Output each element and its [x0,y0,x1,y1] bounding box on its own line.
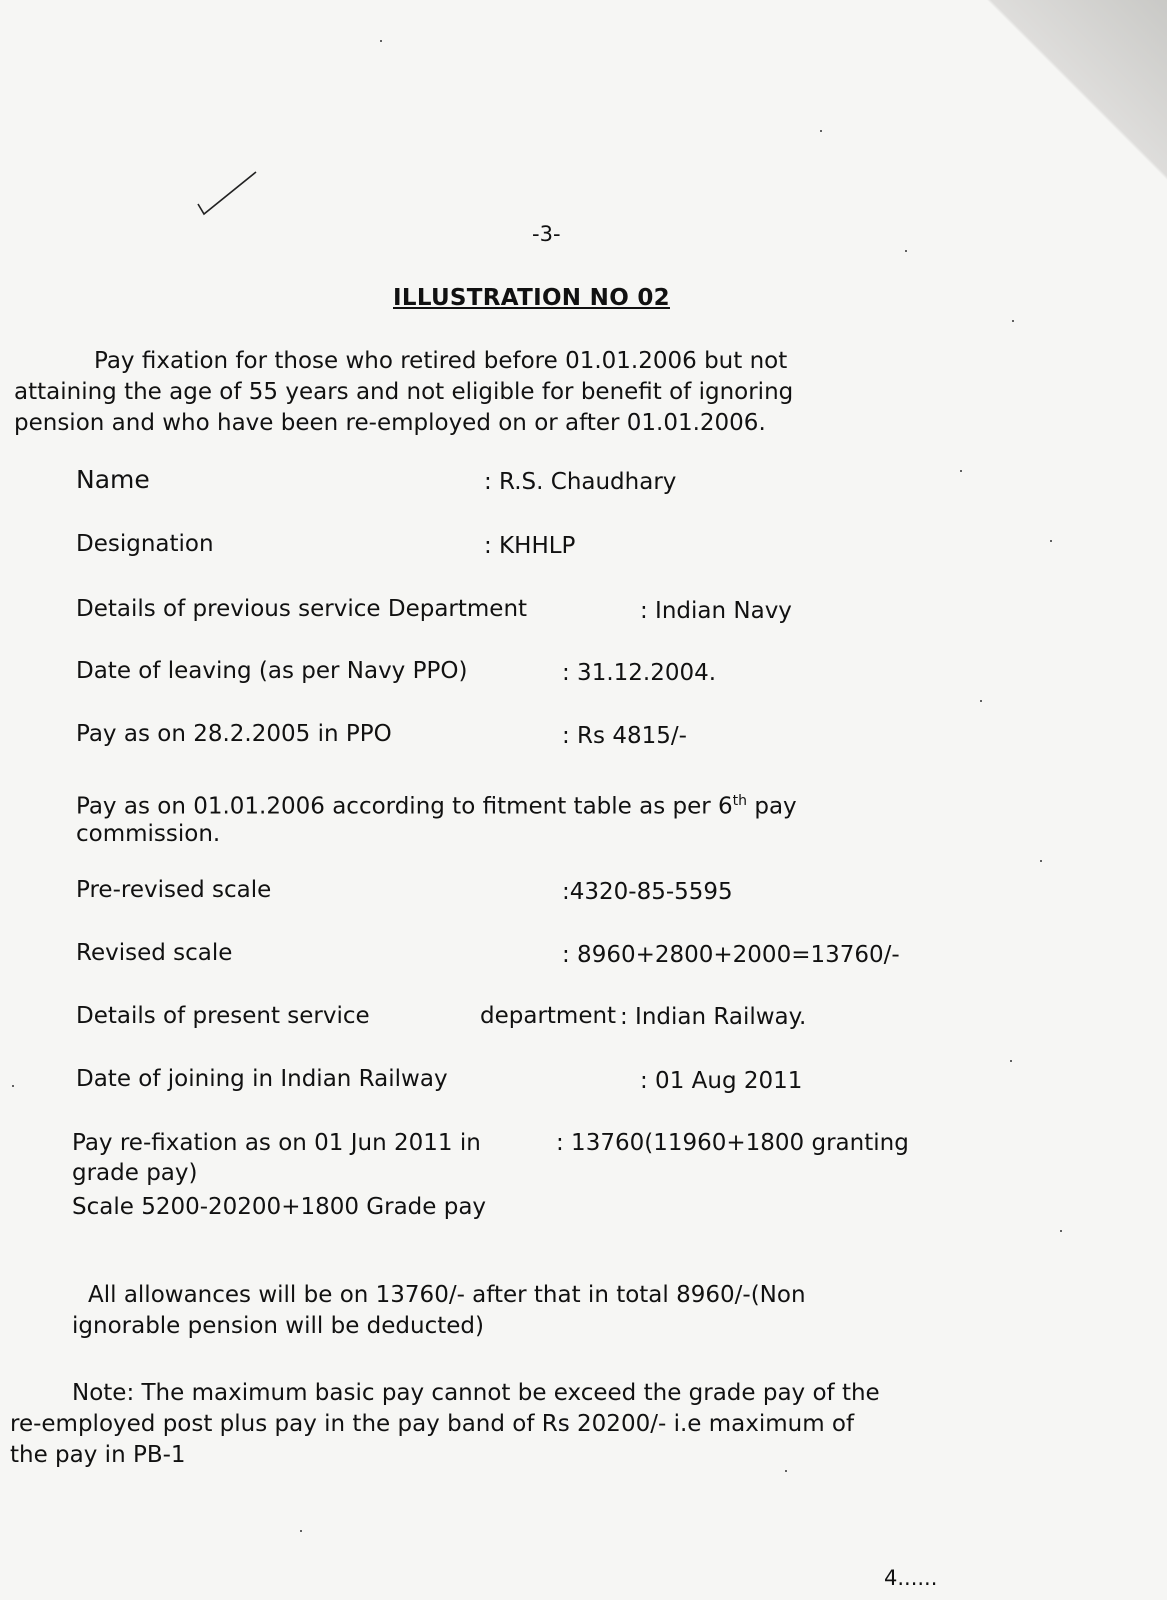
scan-speck [1060,1230,1062,1232]
intro-paragraph [14,346,934,439]
intro-line: pension and who have been re-employed on or after 01.01.2006. [14,410,766,436]
scan-speck [960,470,962,472]
folded-corner [957,0,1167,230]
scan-speck [785,1470,787,1472]
scan-speck [12,1085,14,1087]
page-title: ILLUSTRATION NO 02 [393,285,670,311]
scan-speck [380,40,382,42]
next-page-indicator: 4...... [884,1566,938,1590]
fitment-text [76,786,797,850]
designation-label: Designation [76,531,214,557]
date-of-joining-value: : 01 Aug 2011 [640,1068,803,1094]
present-department-value: : Indian Railway. [620,1004,807,1030]
name-value: : R.S. Chaudhary [484,469,677,495]
present-department-label: department [480,1003,617,1029]
scan-speck [1012,320,1014,322]
pay-ppo-value: : Rs 4815/- [562,723,687,749]
allowances-line: All allowances will be on 13760/- after that in total 8960/-(Non [88,1282,806,1308]
note-line: Note: The maximum basic pay cannot be exceed the grade pay of the [72,1380,880,1406]
intro-line: attaining the age of 55 years and not eligible for benefit of ignoring [14,379,794,405]
fitment-line: commission. [76,820,221,847]
scan-speck [905,250,907,252]
fitment-line [76,786,797,823]
designation-value: : KHHLP [484,533,576,559]
allowances-paragraph [72,1280,972,1342]
name-label: Name [76,465,150,494]
date-of-leaving-value: : 31.12.2004. [562,660,717,686]
previous-department-label: Details of previous service Department [76,596,528,622]
scan-speck [820,130,822,132]
pre-revised-scale-label: Pre-revised scale [76,877,272,903]
fitment-line-text: pay [747,793,797,820]
superscript: th [732,793,748,809]
scale-line: Scale 5200-20200+1800 Grade pay [72,1194,487,1220]
intro-line: Pay fixation for those who retired before 01.01.2006 but not [94,348,788,374]
scan-speck [1040,860,1042,862]
pre-revised-scale-value: :4320-85-5595 [562,879,733,905]
note-line: the pay in PB-1 [10,1442,186,1468]
note-paragraph [10,1378,1010,1471]
refixation-label: Pay re-fixation as on 01 Jun 2011 in [72,1130,481,1156]
present-service-label: Details of present service [76,1003,370,1029]
date-of-joining-label: Date of joining in Indian Railway [76,1066,448,1092]
revised-scale-value: : 8960+2800+2000=13760/- [562,942,900,968]
previous-department-value: : Indian Navy [640,598,792,624]
scan-speck [1050,540,1052,542]
note-line: re-employed post plus pay in the pay band of Rs 20200/- i.e maximum of [10,1411,855,1437]
scan-speck [980,700,982,702]
fitment-line-text: Pay as on 01.01.2006 according to fitment table as per 6 [76,793,733,820]
tick-mark-icon [196,170,258,216]
pay-ppo-label: Pay as on 28.2.2005 in PPO [76,721,392,747]
refixation-continuation: grade pay) [72,1160,198,1186]
page-number: -3- [532,222,561,246]
allowances-line: ignorable pension will be deducted) [72,1313,484,1339]
scan-speck [1010,1060,1012,1062]
date-of-leaving-label: Date of leaving (as per Navy PPO) [76,658,468,684]
revised-scale-label: Revised scale [76,940,233,966]
refixation-value: : 13760(11960+1800 granting [556,1130,909,1156]
scan-speck [300,1530,302,1532]
